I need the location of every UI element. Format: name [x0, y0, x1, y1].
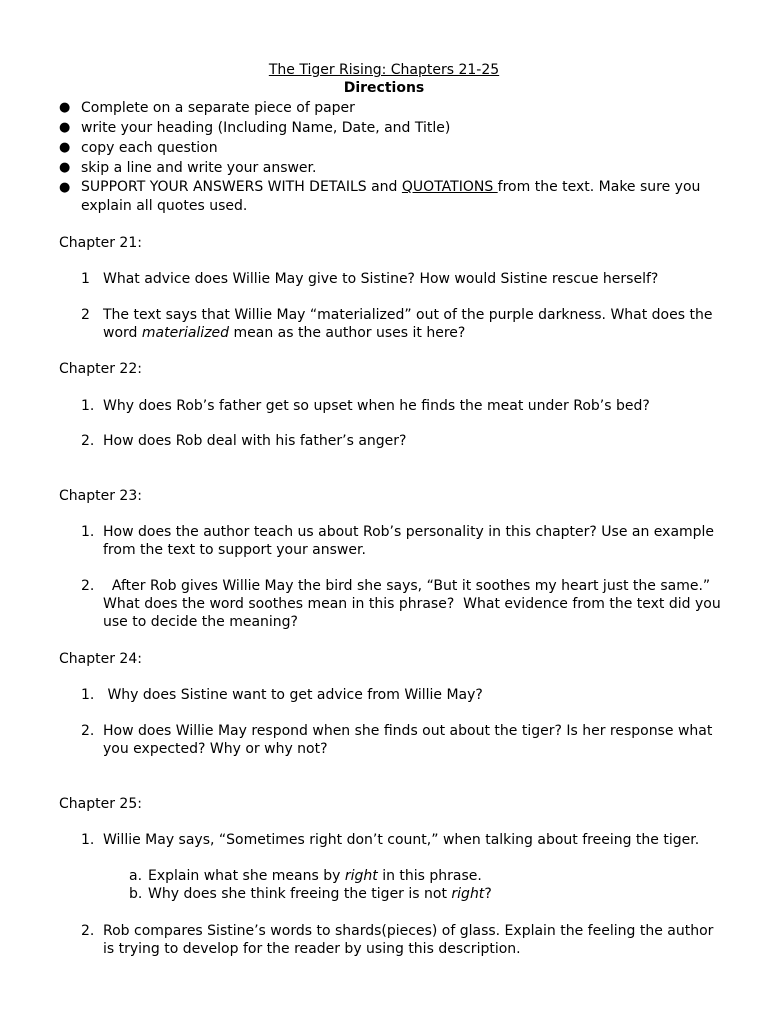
chapter-heading: Chapter 25: [59, 796, 142, 812]
directions-item: ● Complete on a separate piece of paper [59, 100, 355, 116]
question-number: 1. [81, 524, 95, 540]
question [81, 432, 721, 450]
question-text: The text says that Willie May “materialized” out of the purple darkness. What does the word materialized mean as the author uses it here? [103, 307, 713, 341]
question-number: 2 [81, 307, 90, 323]
question-text: Rob compares Sistine’s words to shards(pieces) of glass. Explain the feeling the author is trying to develop for the reader by using this description. [103, 923, 714, 957]
question [81, 523, 721, 559]
question-text: How does the author teach us about Rob’s personality in this chapter? Use an example from the text to support your answer. [103, 524, 715, 558]
chapter-heading: Chapter 24: [59, 651, 142, 667]
directions-item: ● SUPPORT YOUR ANSWERS WITH DETAILS and QUOTATIONS from the text. Make sure you explain all quotes used. [59, 179, 701, 214]
question [81, 831, 721, 849]
chapter-heading: Chapter 23: [59, 488, 142, 504]
question-text: Willie May says, “Sometimes right don’t count,” when talking about freeing the tiger. [103, 832, 700, 848]
question [81, 577, 726, 631]
question [81, 306, 721, 342]
question-number: 1 [81, 271, 90, 287]
question-number: 2. [81, 923, 95, 939]
sub-question-letter: a. [129, 868, 143, 884]
chapter-heading: Chapter 22: [59, 361, 142, 377]
bullet-icon: ● [59, 140, 71, 155]
question-text: How does Rob deal with his father’s anger? [103, 433, 407, 449]
sub-question [129, 867, 709, 885]
question [81, 686, 721, 704]
bullet-icon: ● [59, 100, 71, 115]
question [81, 270, 721, 288]
question-text: How does Willie May respond when she finds out about the tiger? Is her response what you expected? Why or why not? [103, 723, 713, 757]
sub-question-text: Why does she think freeing the tiger is not right? [148, 886, 492, 902]
bullet-icon: ● [59, 180, 71, 195]
question-text: Why does Rob’s father get so upset when he finds the meat under Rob’s bed? [103, 398, 650, 414]
italic-term: materialized [141, 325, 230, 341]
question-number: 2. [81, 578, 95, 594]
sub-question-letter: b. [129, 886, 143, 902]
question-number: 2. [81, 723, 95, 739]
underlined-text: QUOTATIONS [401, 179, 498, 195]
sub-question [129, 885, 709, 903]
question [81, 722, 721, 758]
directions-item: ● write your heading (Including Name, Date, and Title) [59, 120, 451, 136]
document-title: The Tiger Rising: Chapters 21-25 [268, 62, 500, 78]
question-number: 1. [81, 687, 95, 703]
italic-term: right [451, 886, 485, 902]
bullet-icon: ● [59, 160, 71, 175]
question-text: After Rob gives Willie May the bird she says, “But it soothes my heart just the same.” What does the word soothes mean in this phrase? What evidence from the text did you use to decide the meaning? [103, 578, 726, 630]
question-number: 2. [81, 433, 95, 449]
directions-list [59, 98, 719, 216]
question-text: What advice does Willie May give to Sistine? How would Sistine rescue herself? [103, 271, 659, 287]
italic-term: right [344, 868, 378, 884]
question [81, 397, 721, 415]
bullet-icon: ● [59, 120, 71, 135]
question [81, 922, 721, 958]
directions-item: ● copy each question [59, 140, 218, 156]
directions-heading: Directions [343, 80, 425, 96]
directions-item: ● skip a line and write your answer. [59, 160, 317, 176]
question-number: 1. [81, 832, 95, 848]
question-text: Why does Sistine want to get advice from Willie May? [103, 687, 483, 703]
sub-question-text: Explain what she means by right in this phrase. [148, 868, 482, 884]
question-number: 1. [81, 398, 95, 414]
chapter-heading: Chapter 21: [59, 235, 142, 251]
